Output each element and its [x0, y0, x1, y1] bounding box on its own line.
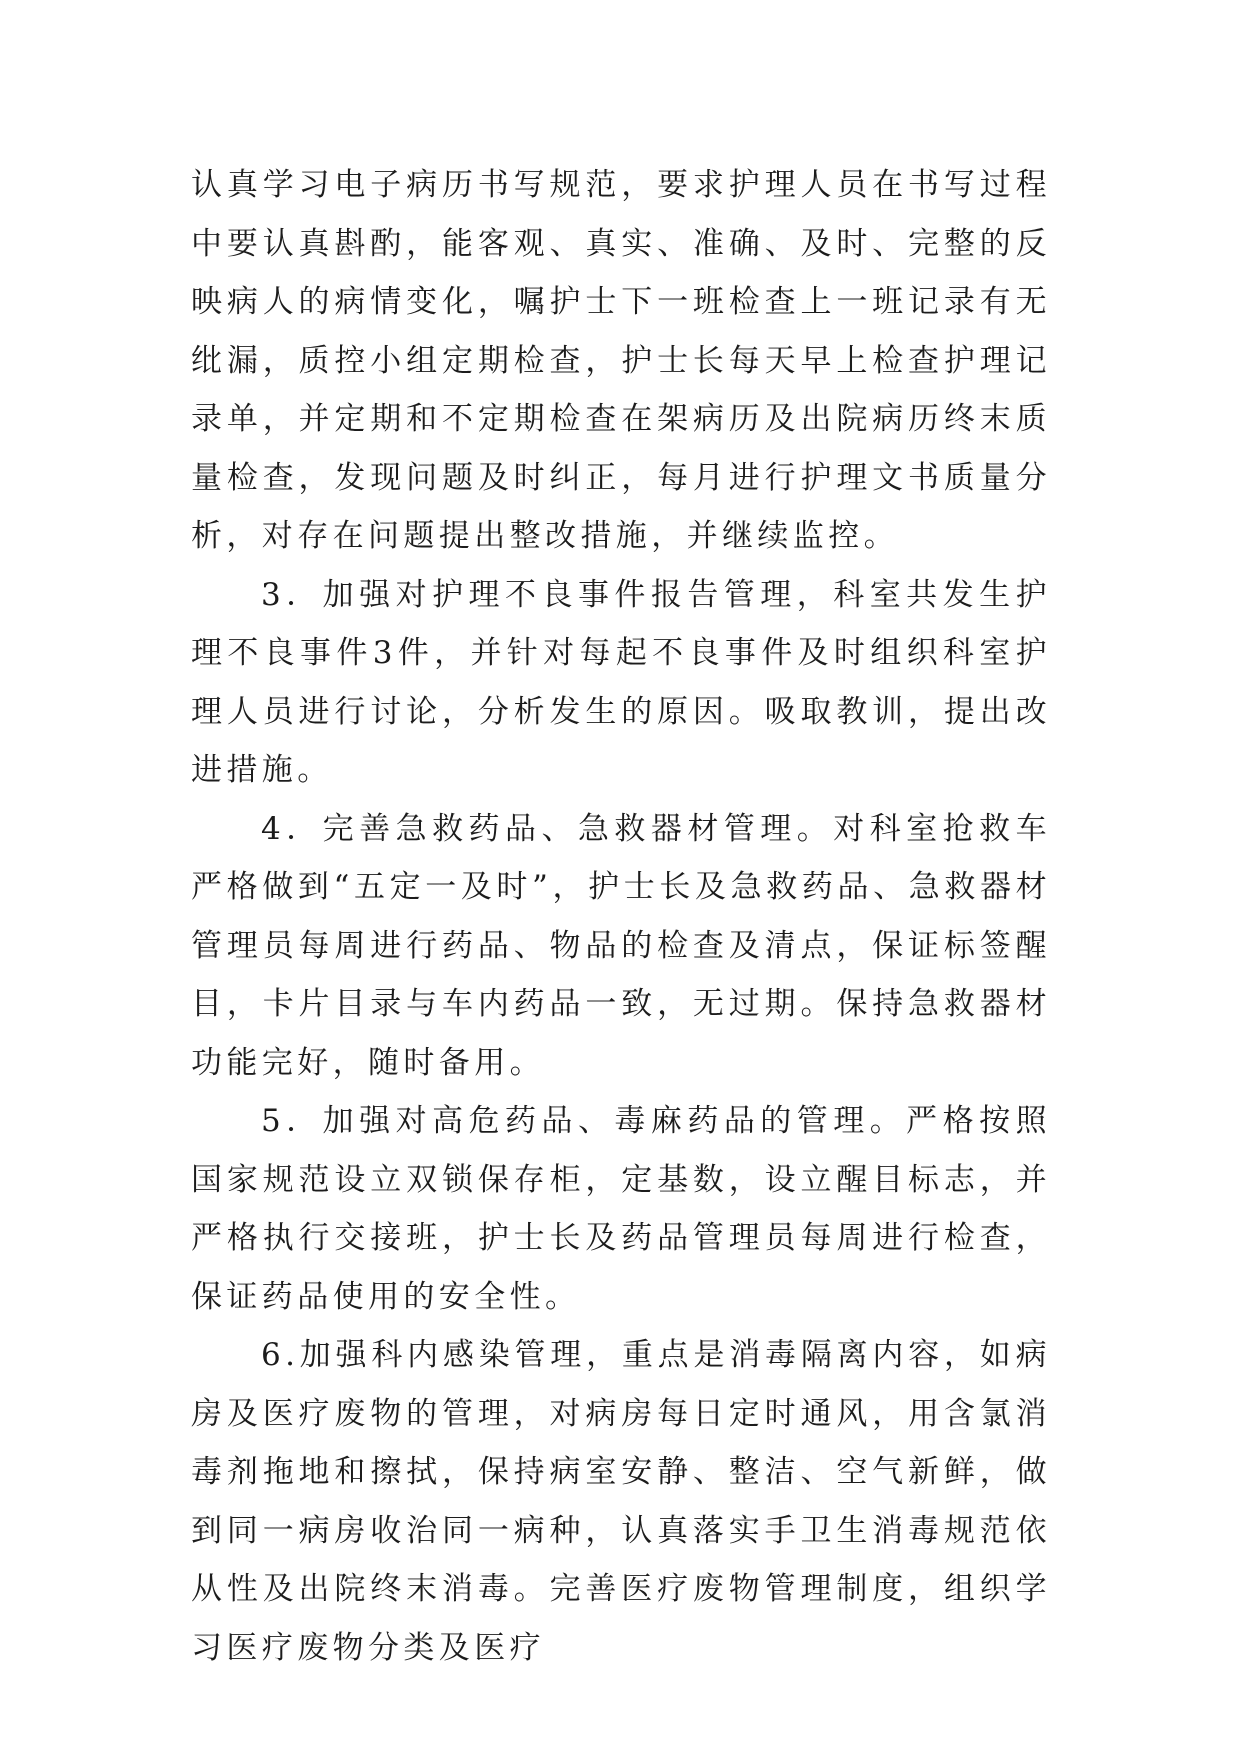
paragraph-record-writing: 认真学习电子病历书写规范，要求护理人员在书写过程中要认真斟酌，能客观、真实、准确、及时、完整的反映病人的病情变化，嘱护士下一班检查上一班记录有无纰漏，质控小组定期检查，护士长每天早上检查护理记录单，并定期和不定期检查在架病历及出院病历终末质量检查，发现问题及时纠正，每月进行护理文书质量分析，对存在问题提出整改措施，并继续监控。	[191, 167, 1051, 554]
paragraph-adverse-events: 3．加强对护理不良事件报告管理，科室共发生护理不良事件3件，并针对每起不良事件及时组织科室护理人员进行讨论，分析发生的原因。吸取教训，提出改进措施。	[191, 576, 1051, 788]
paragraph-emergency-drugs: 4．完善急救药品、急救器材管理。对科室抢救车严格做到“五定一及时”，护士长及急救药品、急救器材管理员每周进行药品、物品的检查及清点，保证标签醒目，卡片目录与车内药品一致，无过期。保持急救器材功能完好，随时备用。	[191, 810, 1051, 1081]
paragraph-high-risk-drugs: 5．加强对高危药品、毒麻药品的管理。严格按照国家规范设立双锁保存柜，定基数，设立醒目标志，并严格执行交接班，护士长及药品管理员每周进行检查，保证药品使用的安全性。	[191, 1103, 1051, 1315]
paragraph-infection-control: 6.加强科内感染管理，重点是消毒隔离内容，如病房及医疗废物的管理，对病房每日定时通风，用含氯消毒剂拖地和擦拭，保持病室安静、整洁、空气新鲜，做到同一病房收治同一病种，认真落实手卫生消毒规范依从性及出院终末消毒。完善医疗废物管理制度，组织学习医疗废物分类及医疗	[191, 1337, 1051, 1666]
document-body	[191, 156, 1051, 1677]
